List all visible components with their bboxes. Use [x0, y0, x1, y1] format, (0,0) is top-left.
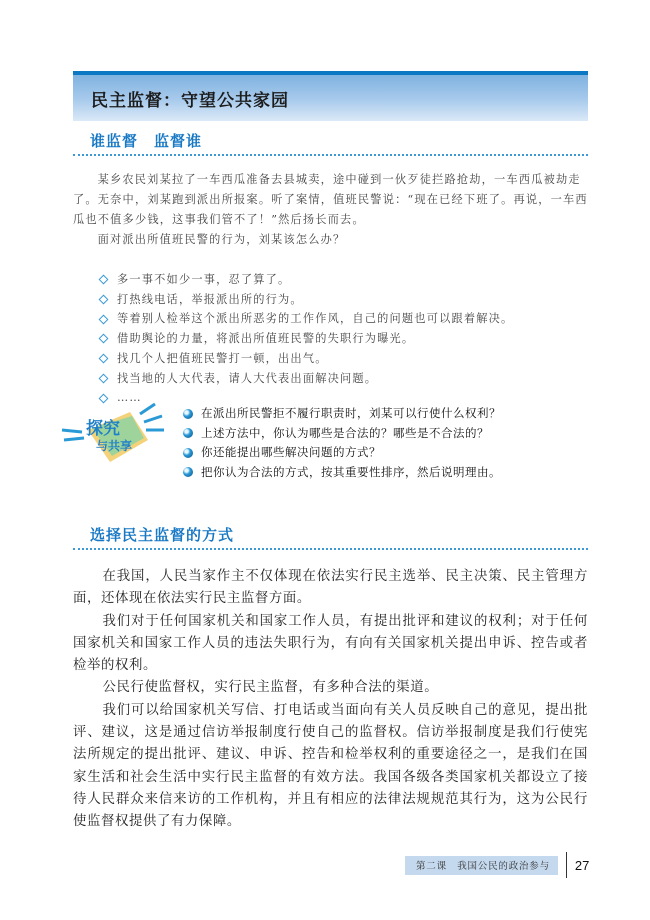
diamond-bullet-icon: [99, 295, 109, 305]
footer-divider: [566, 852, 567, 878]
explore-and-share-badge-icon: [60, 400, 170, 470]
story-paragraph: 某乡农民刘某拉了一车西瓜准备去县城卖，途中碰到一伙歹徒拦路抢劫，一车西瓜被劫走了。无奈中，刘某跑到派出所报案。听了案情，值班民警说：“现在已经下班了。再说，一车西瓜也不值多少钱，这事我们管不了！”然后扬长而去。: [73, 173, 588, 226]
svg-text:与共享: 与共享: [96, 439, 133, 453]
svg-text:探究: 探究: [86, 419, 120, 439]
list-item: [183, 443, 501, 463]
diamond-bullet-icon: [99, 373, 109, 383]
option-text: 多一事不如少一事，忍了算了。: [117, 273, 291, 286]
section-heading-text: 选择民主监督的方式: [90, 526, 235, 544]
paragraph: 在我国，人民当家作主不仅体现在依法实行民主选举、民主决策、民主管理方面，还体现在依法实行民主监督方面。: [73, 569, 588, 607]
question-text: 上述方法中，你认为哪些是合法的？哪些是不合法的？: [201, 425, 489, 440]
ball-bullet-icon: [183, 467, 193, 477]
diamond-bullet-icon: [99, 314, 109, 324]
diamond-bullet-icon: [99, 334, 109, 344]
option-text: 借助舆论的力量，将派出所值班民警的失职行为曝光。: [117, 332, 415, 346]
option-text: 找几个人把值班民警打一顿，出出气。: [117, 351, 328, 365]
lesson-title: 民主监督：守望公共家园: [91, 91, 289, 111]
diamond-bullet-icon: [99, 354, 109, 364]
case-story: [73, 170, 588, 250]
list-item: [183, 404, 501, 424]
question-text: 把你认为合法的方式，按其重要性排序，然后说明理由。: [201, 464, 501, 479]
list-item: [183, 424, 501, 444]
page-number: 27: [574, 857, 590, 873]
story-question: 面对派出所值班民警的行为，刘某该怎么办？: [97, 233, 346, 246]
list-item: [98, 329, 513, 349]
option-text: 打热线电话，举报派出所的行为。: [117, 292, 303, 306]
ball-bullet-icon: [183, 409, 193, 419]
page-footer: [405, 855, 589, 875]
option-text: 等着别人检举这个派出所恶劣的工作作风，自己的问题也可以跟着解决。: [117, 312, 514, 326]
list-item: [98, 309, 513, 329]
paragraph: 我们对于任何国家机关和国家工作人员，有提出批评和建议的权利；对于任何国家机关和国家工作人员的违法失职行为，有向有关国家机关提出申诉、控告或者检举的权利。: [73, 613, 588, 674]
question-text: 你还能提出哪些解决问题的方式？: [201, 445, 381, 459]
paragraph: 我们可以给国家机关写信、打电话或当面向有关人员反映自己的意见，提出批评、建议，这是通过信访举报制度行使自己的监督权。信访举报制度是我们行使宪法所规定的提出批评、建议、申诉、控告和检举权利的重要途径之一，是我们在国家生活和社会生活中实行民主监督的有效方法。我国各级各类国家机关都设立了接待人民群众来信来访的工作机构，并且有相应的法律法规规范其行为，这为公民行使监督权提供了有力保障。: [73, 702, 588, 830]
list-item: [98, 369, 513, 389]
option-list: [98, 270, 513, 408]
list-item: [98, 270, 513, 290]
paragraph: 公民行使监督权，实行民主监督，有多种合法的渠道。: [102, 680, 439, 696]
section-heading-text: 谁监督 监督谁: [90, 132, 203, 150]
section-heading-supervision-methods: [73, 522, 588, 550]
explore-questions: [183, 404, 501, 482]
diamond-bullet-icon: [99, 275, 109, 285]
option-text: 找当地的人大代表，请人大代表出面解决问题。: [117, 371, 378, 385]
lesson-label: 第二课 我国公民的政治参与: [405, 856, 558, 875]
list-item: [183, 463, 501, 483]
ball-bullet-icon: [183, 428, 193, 438]
list-item: [98, 349, 513, 369]
list-item: [98, 290, 513, 310]
option-text: ……: [117, 391, 142, 405]
question-text: 在派出所民警拒不履行职责时，刘某可以行使什么权利？: [201, 406, 501, 420]
lesson-title-bar: [73, 71, 588, 121]
body-text: [73, 566, 588, 834]
ball-bullet-icon: [183, 448, 193, 458]
section-heading-who-supervises: [73, 128, 588, 156]
